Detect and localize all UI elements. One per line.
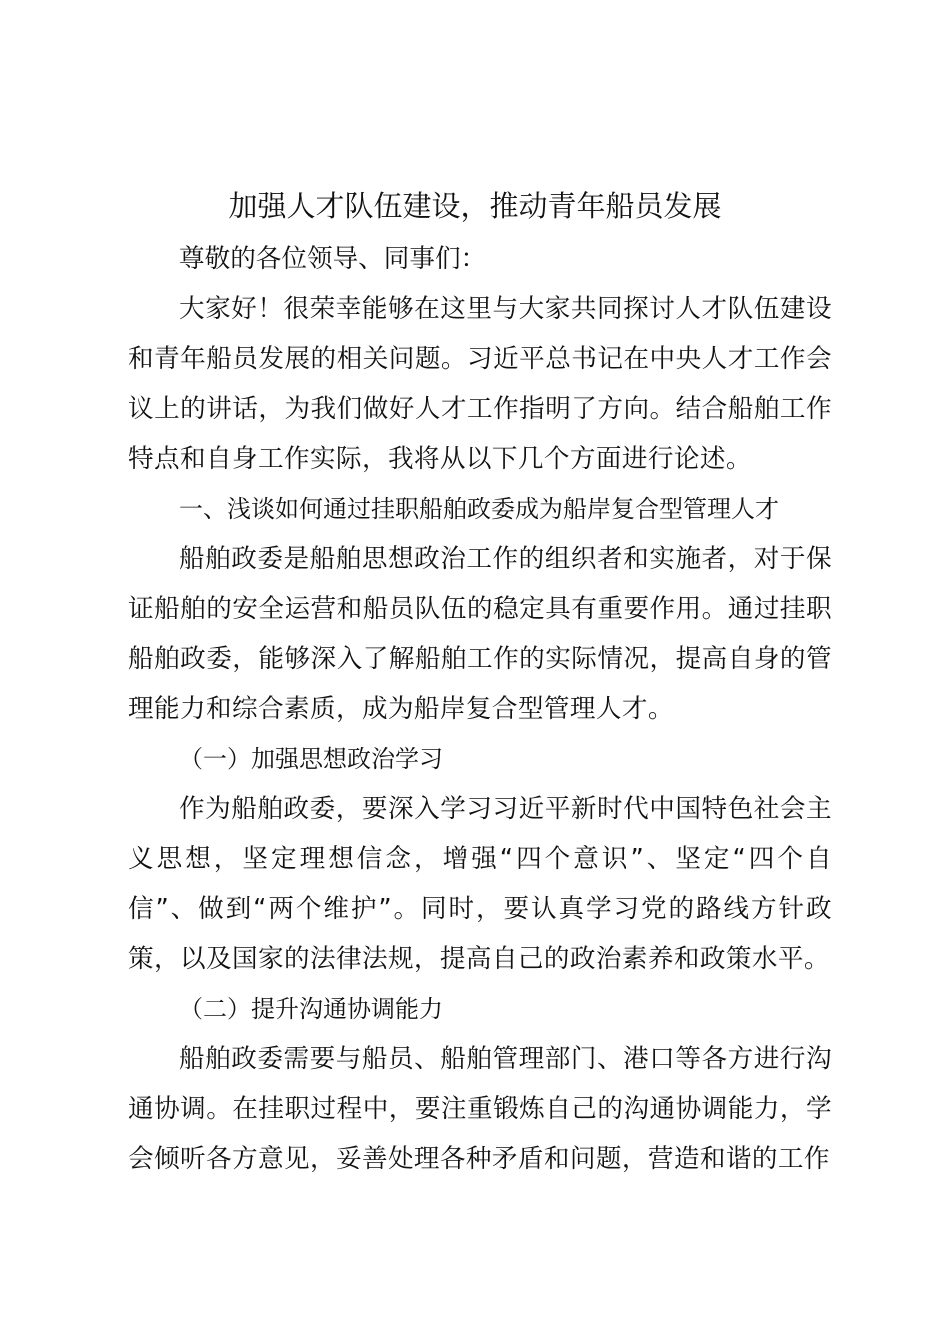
subsection-heading-2: （二）提升沟通协调能力 [179, 995, 443, 1023]
intro-paragraph: 大家好！很荣幸能够在这里与大家共同探讨人才队伍建设和青年船员发展的相关问题。习近平总书记在中央人才工作会议上的讲话，为我们做好人才工作指明了方向。结合船舶工作特点和自身工作实际，我将从以下几个方面进行论述。 [128, 294, 832, 474]
section-heading-1: 一、浅谈如何通过挂职船舶政委成为船岸复合型管理人才 [179, 495, 779, 523]
subsection-2-paragraph: 船舶政委需要与船员、船舶管理部门、港口等各方进行沟通协调。在挂职过程中，要注重锻炼自己的沟通协调能力，学会倾听各方意见，妥善处理各种矛盾和问题，营造和谐的工作 [128, 1044, 832, 1174]
subsection-1-paragraph: 作为船舶政委，要深入学习习近平新时代中国特色社会主义思想，坚定理想信念，增强“四个意识”、坚定“四个自信”、做到“两个维护”。同时，要认真学习党的路线方针政策，以及国家的法律法规，提高自己的政治素养和政策水平。 [128, 794, 832, 974]
section-1-paragraph: 船舶政委是船舶思想政治工作的组织者和实施者，对于保证船舶的安全运营和船员队伍的稳定具有重要作用。通过挂职船舶政委，能够深入了解船舶工作的实际情况，提高自身的管理能力和综合素质，成为船岸复合型管理人才。 [128, 544, 832, 724]
document-body [128, 234, 832, 1184]
greeting-line: 尊敬的各位领导、同事们： [179, 244, 487, 274]
document-title: 加强人才队伍建设，推动青年船员发展 [228, 189, 722, 223]
subsection-heading-1: （一）加强思想政治学习 [179, 745, 443, 773]
